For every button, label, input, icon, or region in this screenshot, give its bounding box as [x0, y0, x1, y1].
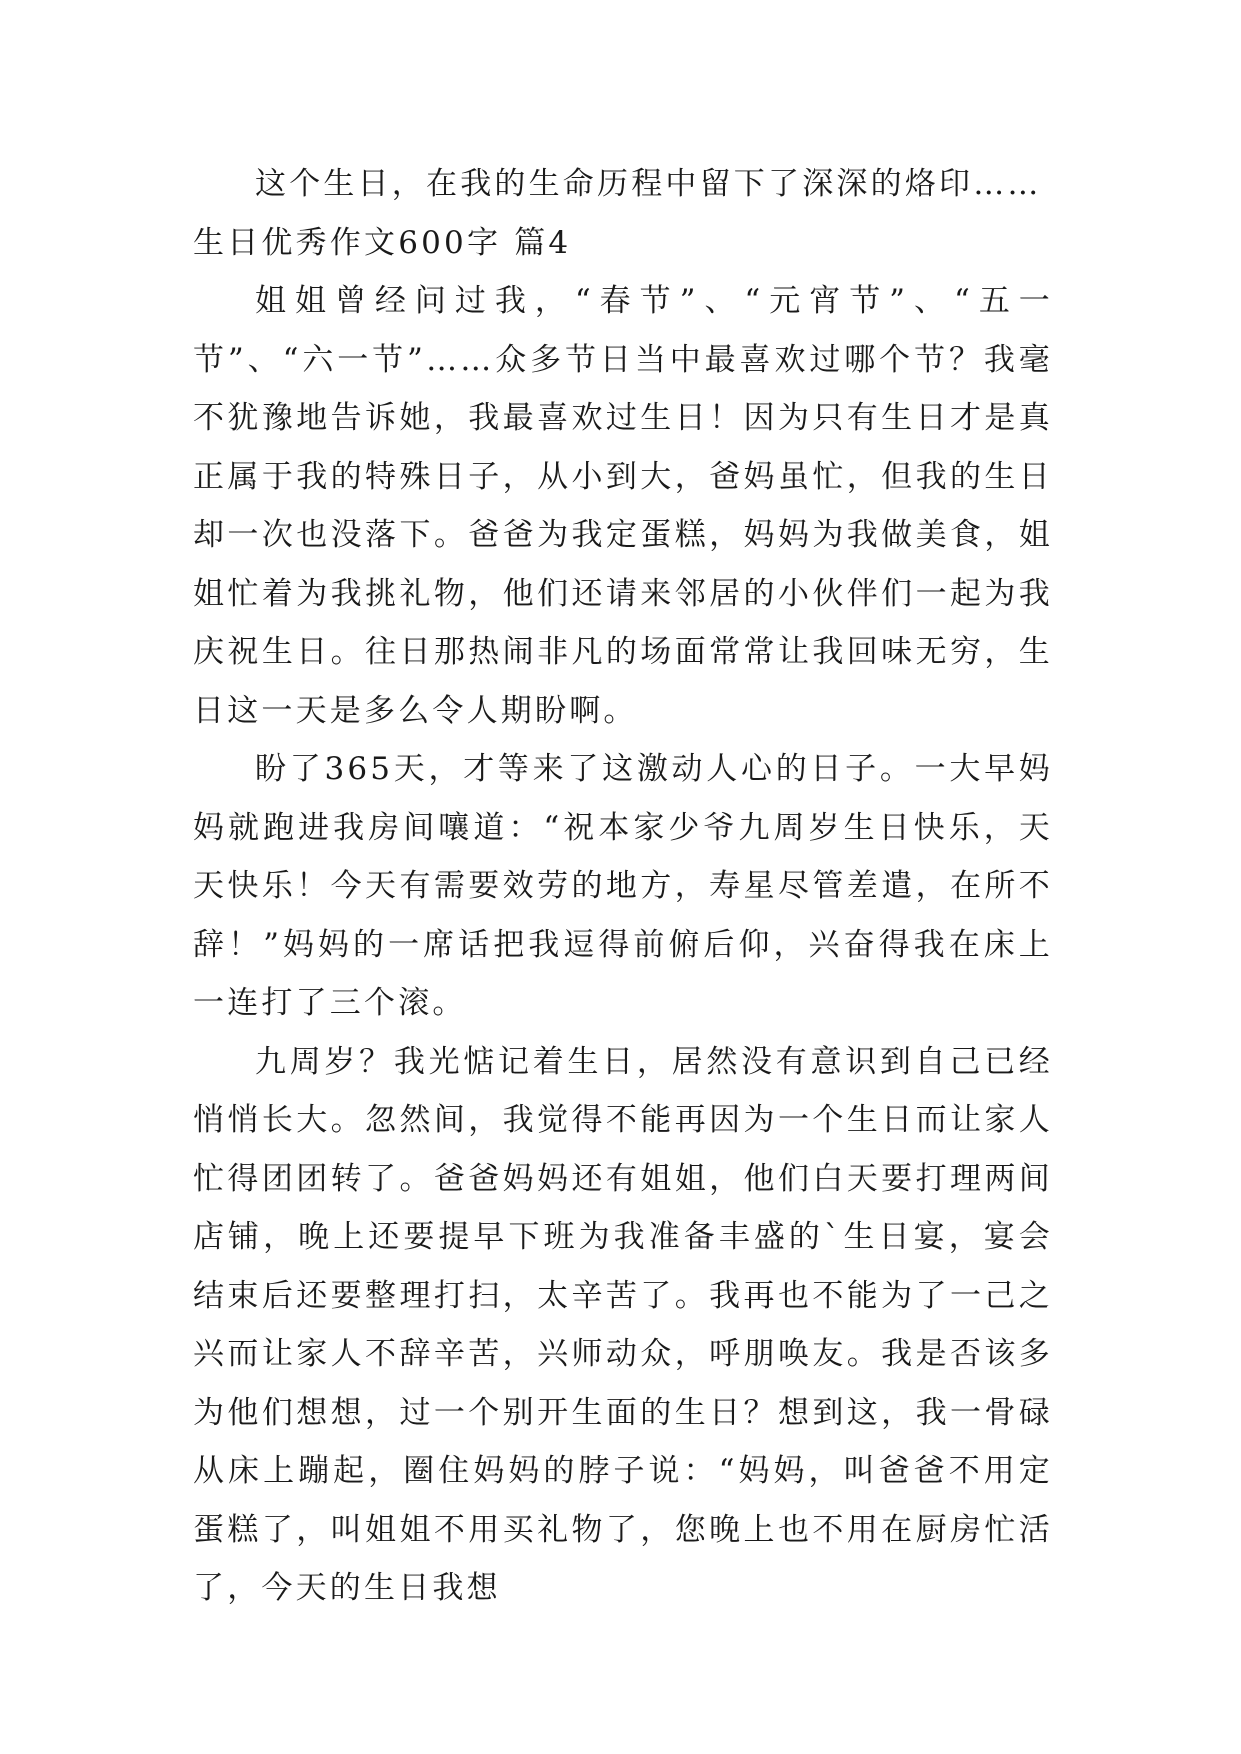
document-body — [193, 155, 1053, 1618]
paragraph-intro-ending: 这个生日，在我的生命历程中留下了深深的烙印…… — [255, 166, 1042, 202]
paragraph-growing-up: 九周岁？我光惦记着生日，居然没有意识到自己已经悄悄长大。忽然间，我觉得不能再因为一个生日而让家人忙得团团转了。爸爸妈妈还有姐姐，他们白天要打理两间店铺，晚上还要提早下班为我准备丰盛的`生日宴，宴会结束后还要整理打扫，太辛苦了。我再也不能为了一己之兴而让家人不辞辛苦，兴师动众，呼朋唤友。我是否该多为他们想想，过一个别开生面的生日？想到这，我一骨碌从床上蹦起，圈住妈妈的脖子说：“妈妈，叫爸爸不用定蛋糕了，叫姐姐不用买礼物了，您晚上也不用在厨房忙活了，今天的生日我想 — [193, 1043, 1053, 1606]
paragraph-favorite-holiday: 姐姐曾经问过我，“春节”、“元宵节”、“五一节”、“六一节”……众多节日当中最喜欢过哪个节？我毫不犹豫地告诉她，我最喜欢过生日！因为只有生日才是真正属于我的特殊日子，从小到大，爸妈虽忙，但我的生日却一次也没落下。爸爸为我定蛋糕，妈妈为我做美食，姐姐忙着为我挑礼物，他们还请来邻居的小伙伴们一起为我庆祝生日。往日那热闹非凡的场面常常让我回味无穷，生日这一天是多么令人期盼啊。 — [193, 283, 1053, 729]
paragraph-birthday-morning: 盼了365天，才等来了这激动人心的日子。一大早妈妈就跑进我房间嚷道：“祝本家少爷九周岁生日快乐，天天快乐！今天有需要效劳的地方，寿星尽管差遣，在所不辞！”妈妈的一席话把我逗得前俯后仰，兴奋得我在床上一连打了三个滚。 — [193, 751, 1053, 1021]
section-heading: 生日优秀作文600字 篇4 — [193, 224, 572, 261]
